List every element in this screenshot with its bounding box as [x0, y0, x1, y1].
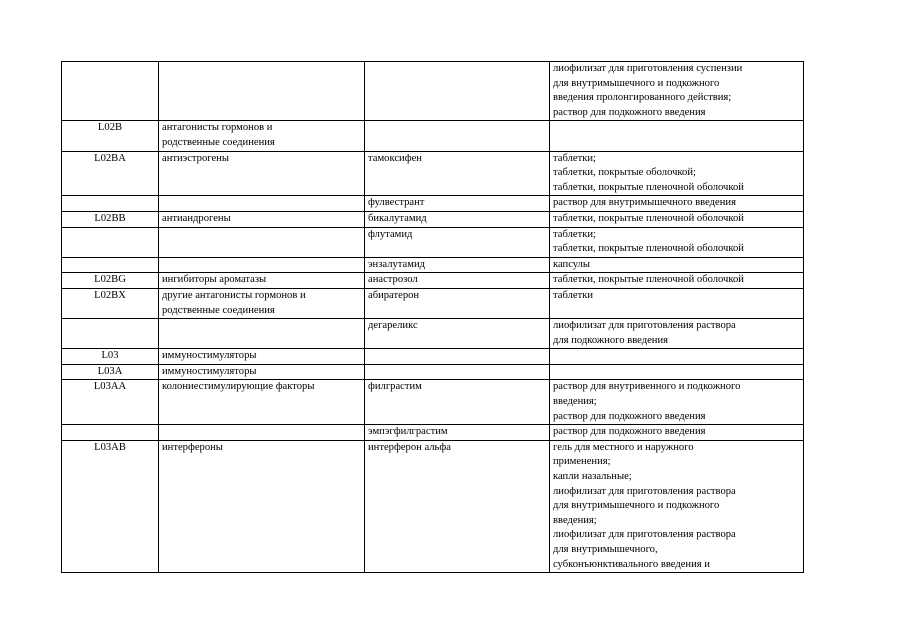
table-row	[62, 364, 804, 380]
table-row	[62, 349, 804, 365]
drug-classification-table	[61, 61, 804, 573]
dosage-form-cell	[550, 364, 804, 380]
drug-name-cell: анастрозол	[365, 273, 550, 289]
group-name-cell: ингибиторы ароматазы	[159, 273, 365, 289]
table-row	[62, 440, 804, 572]
dosage-form-cell: раствор для подкожного введения	[550, 425, 804, 441]
drug-name-cell: тамоксифен	[365, 151, 550, 196]
group-name-cell: интерфероны	[159, 440, 365, 572]
atc-code-cell: L03A	[62, 364, 159, 380]
table-row	[62, 319, 804, 349]
dosage-form-cell: лиофилизат для приготовления раствора для подкожного введения	[550, 319, 804, 349]
group-name-cell: колониестимулирующие факторы	[159, 380, 365, 425]
dosage-form-cell: раствор для внутривенного и подкожного введения; раствор для подкожного введения	[550, 380, 804, 425]
table-row	[62, 425, 804, 441]
dosage-form-cell: таблетки	[550, 288, 804, 318]
atc-code-cell	[62, 62, 159, 121]
dosage-form-cell: капсулы	[550, 257, 804, 273]
atc-code-cell	[62, 257, 159, 273]
atc-code-cell: L02B	[62, 121, 159, 151]
group-name-cell: антиандрогены	[159, 211, 365, 227]
drug-name-cell: флутамид	[365, 227, 550, 257]
group-name-cell	[159, 425, 365, 441]
dosage-form-cell: таблетки; таблетки, покрытые пленочной оболочкой	[550, 227, 804, 257]
table-row	[62, 196, 804, 212]
dosage-form-cell: таблетки, покрытые пленочной оболочкой	[550, 273, 804, 289]
dosage-form-cell	[550, 121, 804, 151]
drug-name-cell	[365, 62, 550, 121]
table-row	[62, 380, 804, 425]
drug-name-cell: абиратерон	[365, 288, 550, 318]
table-body	[62, 62, 804, 573]
drug-name-cell: бикалутамид	[365, 211, 550, 227]
group-name-cell	[159, 319, 365, 349]
atc-code-cell: L02BX	[62, 288, 159, 318]
group-name-cell	[159, 257, 365, 273]
drug-name-cell: интерферон альфа	[365, 440, 550, 572]
atc-code-cell: L02BG	[62, 273, 159, 289]
atc-code-cell: L02BB	[62, 211, 159, 227]
table-row	[62, 211, 804, 227]
table-row	[62, 227, 804, 257]
group-name-cell	[159, 62, 365, 121]
group-name-cell	[159, 227, 365, 257]
atc-code-cell: L03	[62, 349, 159, 365]
dosage-form-cell: раствор для внутримышечного введения	[550, 196, 804, 212]
drug-name-cell	[365, 349, 550, 365]
group-name-cell: антагонисты гормонов и родственные соединения	[159, 121, 365, 151]
group-name-cell: другие антагонисты гормонов и родственные соединения	[159, 288, 365, 318]
atc-code-cell	[62, 425, 159, 441]
table-row	[62, 121, 804, 151]
table-row	[62, 62, 804, 121]
dosage-form-cell: таблетки, покрытые пленочной оболочкой	[550, 211, 804, 227]
drug-name-cell	[365, 364, 550, 380]
drug-name-cell: филграстим	[365, 380, 550, 425]
atc-code-cell	[62, 196, 159, 212]
drug-name-cell: эмпэгфилграстим	[365, 425, 550, 441]
group-name-cell: иммуностимуляторы	[159, 349, 365, 365]
dosage-form-cell: таблетки; таблетки, покрытые оболочкой; таблетки, покрытые пленочной оболочкой	[550, 151, 804, 196]
atc-code-cell: L03AB	[62, 440, 159, 572]
group-name-cell: антиэстрогены	[159, 151, 365, 196]
atc-code-cell	[62, 319, 159, 349]
table-row	[62, 151, 804, 196]
table-row	[62, 273, 804, 289]
group-name-cell	[159, 196, 365, 212]
drug-name-cell	[365, 121, 550, 151]
group-name-cell: иммуностимуляторы	[159, 364, 365, 380]
drug-name-cell: фулвестрант	[365, 196, 550, 212]
dosage-form-cell	[550, 349, 804, 365]
table-row	[62, 257, 804, 273]
drug-name-cell: энзалутамид	[365, 257, 550, 273]
dosage-form-cell: лиофилизат для приготовления суспензии для внутримышечного и подкожного введения пролонгированного действия; раствор для подкожного введения	[550, 62, 804, 121]
dosage-form-cell: гель для местного и наружного применения; капли назальные; лиофилизат для приготовления раствора для внутримышечного и подкожного введения; лиофилизат для приготовления раствора для внутримышечного, субконъюнктивального введения и	[550, 440, 804, 572]
drug-name-cell: дегареликс	[365, 319, 550, 349]
atc-code-cell: L02BA	[62, 151, 159, 196]
atc-code-cell	[62, 227, 159, 257]
table-row	[62, 288, 804, 318]
atc-code-cell: L03AA	[62, 380, 159, 425]
